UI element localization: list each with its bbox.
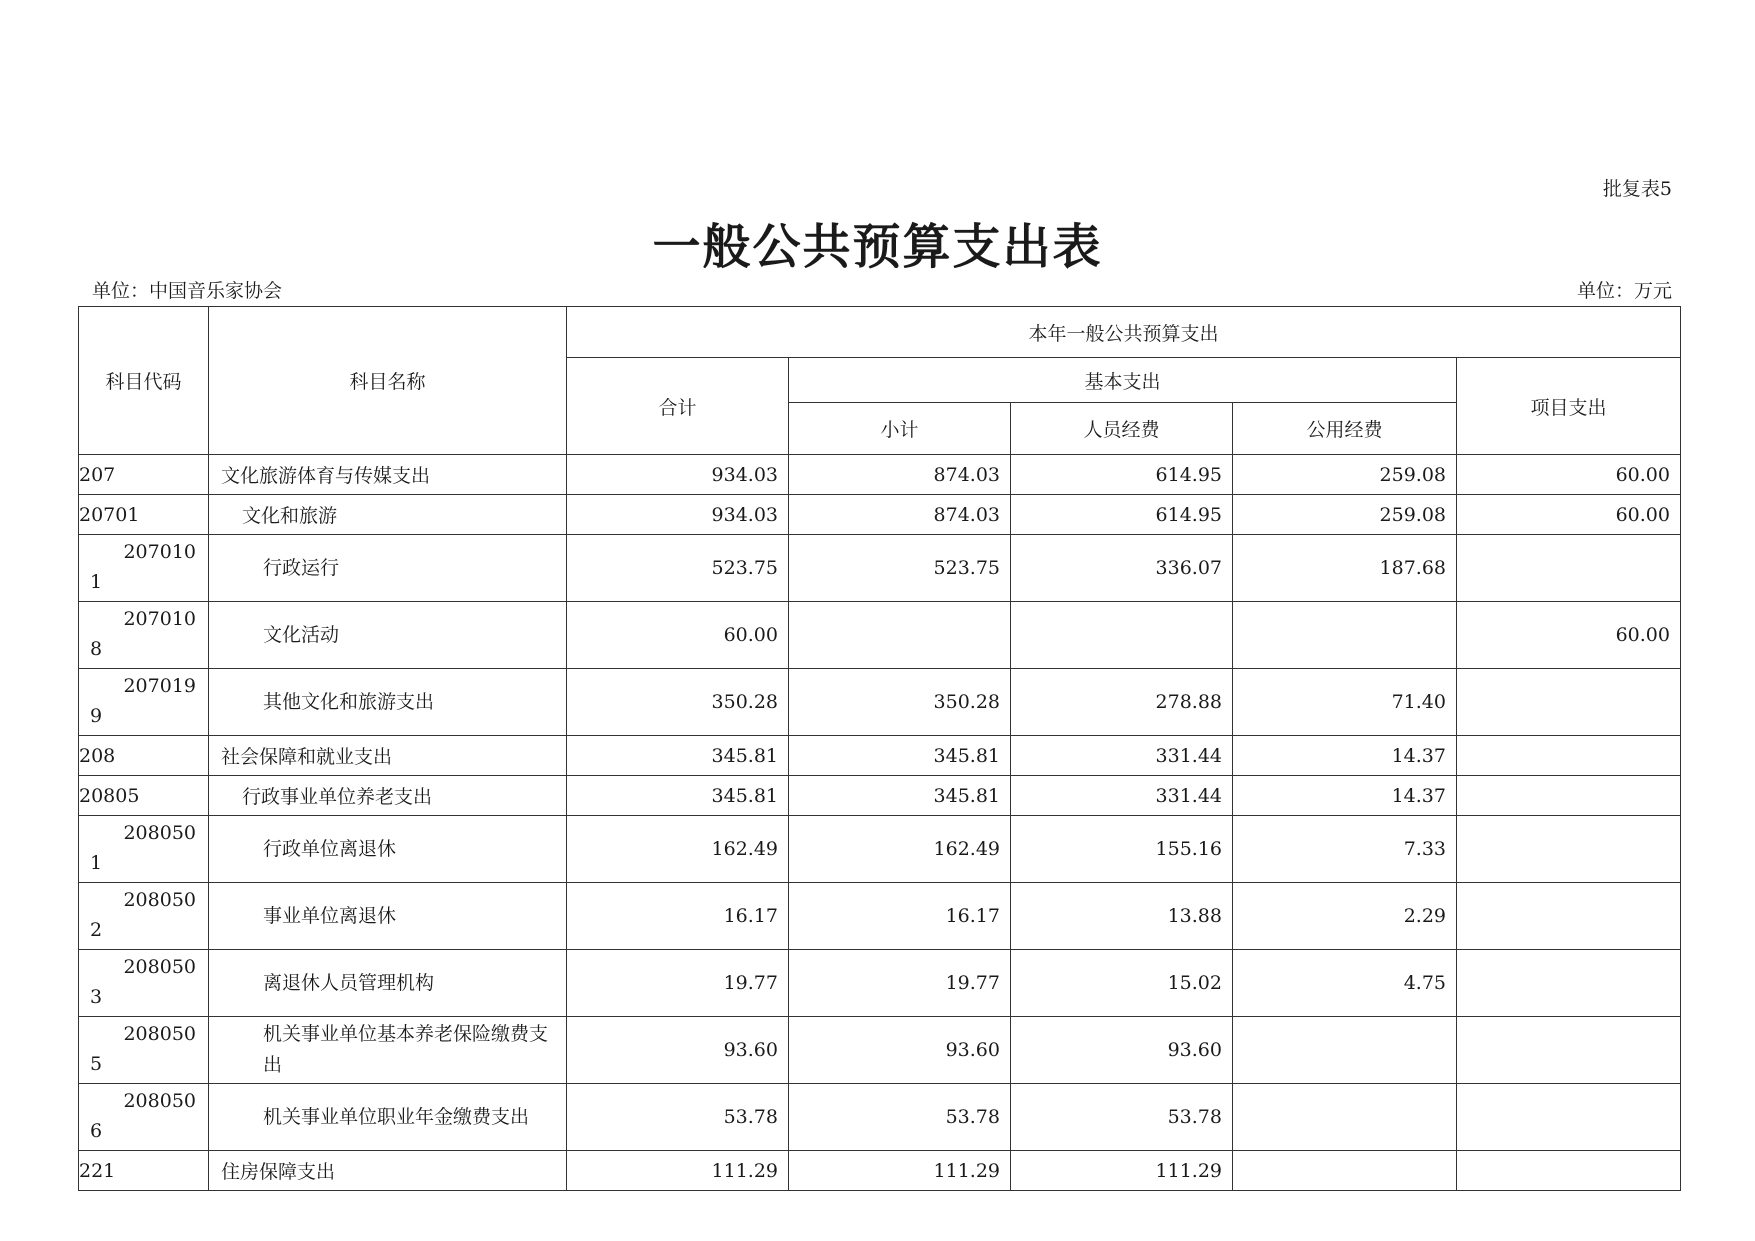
cell-subtotal: 345.81 xyxy=(789,776,1011,816)
cell-total: 19.77 xyxy=(567,950,789,1017)
subject-name: 住房保障支出 xyxy=(209,1151,567,1191)
unit-currency: 单位：万元 xyxy=(1576,280,1672,302)
cell-public xyxy=(1233,602,1457,669)
cell-subtotal: 93.60 xyxy=(789,1017,1011,1084)
cell-personnel: 331.44 xyxy=(1011,736,1233,776)
subject-code: 208 xyxy=(79,736,209,776)
subject-name: 文化活动 xyxy=(209,602,567,669)
table-row xyxy=(79,495,1681,535)
cell-project xyxy=(1457,1084,1681,1151)
cell-public xyxy=(1233,1151,1457,1191)
cell-personnel: 331.44 xyxy=(1011,776,1233,816)
cell-total: 934.03 xyxy=(567,455,789,495)
cell-project xyxy=(1457,1017,1681,1084)
subject-name: 事业单位离退休 xyxy=(209,883,567,950)
cell-total: 53.78 xyxy=(567,1084,789,1151)
unit-organization: 单位：中国音乐家协会 xyxy=(92,280,283,302)
cell-public: 7.33 xyxy=(1233,816,1457,883)
table-row xyxy=(79,1084,1681,1151)
subject-code xyxy=(79,1084,209,1151)
cell-total: 350.28 xyxy=(567,669,789,736)
subject-code xyxy=(79,816,209,883)
subject-code-part: 207019 xyxy=(123,675,196,697)
table-row xyxy=(79,669,1681,736)
header-current-year: 本年一般公共预算支出 xyxy=(567,307,1681,358)
cell-personnel: 278.88 xyxy=(1011,669,1233,736)
cell-project: 60.00 xyxy=(1457,495,1681,535)
subject-code-part: 207010 xyxy=(123,541,196,563)
subject-code: 20805 xyxy=(79,776,209,816)
subject-name: 行政事业单位养老支出 xyxy=(209,776,567,816)
cell-total: 111.29 xyxy=(567,1151,789,1191)
cell-personnel: 93.60 xyxy=(1011,1017,1233,1084)
subject-name: 文化旅游体育与传媒支出 xyxy=(209,455,567,495)
cell-subtotal: 19.77 xyxy=(789,950,1011,1017)
table-row xyxy=(79,736,1681,776)
page-title: 一般公共预算支出表 xyxy=(652,219,1103,275)
header-subtotal: 小计 xyxy=(789,403,1011,455)
subject-code-part: 8 xyxy=(90,638,103,660)
cell-subtotal: 350.28 xyxy=(789,669,1011,736)
header-code: 科目代码 xyxy=(79,307,209,455)
table-row xyxy=(79,883,1681,950)
subject-name: 行政运行 xyxy=(209,535,567,602)
header-project: 项目支出 xyxy=(1457,358,1681,455)
subject-code-part: 5 xyxy=(90,1053,103,1075)
cell-total: 16.17 xyxy=(567,883,789,950)
cell-total: 93.60 xyxy=(567,1017,789,1084)
subject-code: 207 xyxy=(79,455,209,495)
header-basic: 基本支出 xyxy=(789,358,1457,403)
cell-total: 523.75 xyxy=(567,535,789,602)
header-total: 合计 xyxy=(567,358,789,455)
subject-code xyxy=(79,883,209,950)
subject-name: 社会保障和就业支出 xyxy=(209,736,567,776)
subject-code xyxy=(79,535,209,602)
subject-code-part: 208050 xyxy=(123,1090,196,1112)
subject-name: 其他文化和旅游支出 xyxy=(209,669,567,736)
subject-code-part: 6 xyxy=(90,1120,103,1142)
cell-total: 934.03 xyxy=(567,495,789,535)
cell-project xyxy=(1457,776,1681,816)
cell-public: 2.29 xyxy=(1233,883,1457,950)
cell-project xyxy=(1457,950,1681,1017)
cell-personnel: 155.16 xyxy=(1011,816,1233,883)
subject-code-part: 1 xyxy=(90,571,103,593)
cell-personnel: 614.95 xyxy=(1011,455,1233,495)
subject-name: 机关事业单位基本养老保险缴费支出 xyxy=(209,1017,567,1084)
cell-project xyxy=(1457,1151,1681,1191)
subject-code-part: 208050 xyxy=(123,956,196,978)
cell-project xyxy=(1457,669,1681,736)
cell-subtotal: 53.78 xyxy=(789,1084,1011,1151)
cell-project xyxy=(1457,736,1681,776)
subject-name: 离退休人员管理机构 xyxy=(209,950,567,1017)
cell-public: 259.08 xyxy=(1233,495,1457,535)
cell-total: 345.81 xyxy=(567,776,789,816)
subject-code xyxy=(79,950,209,1017)
cell-public: 187.68 xyxy=(1233,535,1457,602)
cell-project xyxy=(1457,535,1681,602)
cell-project xyxy=(1457,816,1681,883)
cell-public: 14.37 xyxy=(1233,776,1457,816)
subject-code xyxy=(79,669,209,736)
cell-subtotal: 874.03 xyxy=(789,455,1011,495)
cell-personnel xyxy=(1011,602,1233,669)
table-row xyxy=(79,602,1681,669)
table-row xyxy=(79,535,1681,602)
cell-project: 60.00 xyxy=(1457,602,1681,669)
subject-name: 文化和旅游 xyxy=(209,495,567,535)
cell-total: 60.00 xyxy=(567,602,789,669)
cell-total: 162.49 xyxy=(567,816,789,883)
subject-code-part: 9 xyxy=(90,705,103,727)
table-row xyxy=(79,950,1681,1017)
subject-code-part: 207010 xyxy=(123,608,196,630)
cell-personnel: 13.88 xyxy=(1011,883,1233,950)
subject-code xyxy=(79,602,209,669)
subject-code-part: 3 xyxy=(90,986,103,1008)
subject-code-part: 2 xyxy=(90,919,103,941)
table-row xyxy=(79,1017,1681,1084)
cell-personnel: 111.29 xyxy=(1011,1151,1233,1191)
cell-public: 14.37 xyxy=(1233,736,1457,776)
cell-subtotal: 345.81 xyxy=(789,736,1011,776)
subject-code: 20701 xyxy=(79,495,209,535)
cell-personnel: 15.02 xyxy=(1011,950,1233,1017)
cell-project xyxy=(1457,883,1681,950)
header-public: 公用经费 xyxy=(1233,403,1457,455)
header-personnel: 人员经费 xyxy=(1011,403,1233,455)
cell-subtotal: 523.75 xyxy=(789,535,1011,602)
cell-public: 4.75 xyxy=(1233,950,1457,1017)
cell-public xyxy=(1233,1017,1457,1084)
budget-table xyxy=(78,306,1681,1191)
subject-code xyxy=(79,1017,209,1084)
cell-subtotal: 16.17 xyxy=(789,883,1011,950)
subject-code-part: 208050 xyxy=(123,889,196,911)
subject-code-part: 1 xyxy=(90,852,103,874)
cell-public xyxy=(1233,1084,1457,1151)
cell-subtotal: 162.49 xyxy=(789,816,1011,883)
subject-name: 机关事业单位职业年金缴费支出 xyxy=(209,1084,567,1151)
subject-name: 行政单位离退休 xyxy=(209,816,567,883)
cell-personnel: 336.07 xyxy=(1011,535,1233,602)
cell-personnel: 53.78 xyxy=(1011,1084,1233,1151)
table-row xyxy=(79,455,1681,495)
cell-personnel: 614.95 xyxy=(1011,495,1233,535)
cell-public: 71.40 xyxy=(1233,669,1457,736)
form-number: 批复表5 xyxy=(1602,178,1672,200)
cell-subtotal: 874.03 xyxy=(789,495,1011,535)
cell-total: 345.81 xyxy=(567,736,789,776)
table-row xyxy=(79,776,1681,816)
subject-code: 221 xyxy=(79,1151,209,1191)
subject-code-part: 208050 xyxy=(123,1023,196,1045)
table-row xyxy=(79,816,1681,883)
subject-code-part: 208050 xyxy=(123,822,196,844)
header-name: 科目名称 xyxy=(209,307,567,455)
cell-public: 259.08 xyxy=(1233,455,1457,495)
cell-subtotal xyxy=(789,602,1011,669)
table-row xyxy=(79,1151,1681,1191)
cell-subtotal: 111.29 xyxy=(789,1151,1011,1191)
cell-project: 60.00 xyxy=(1457,455,1681,495)
